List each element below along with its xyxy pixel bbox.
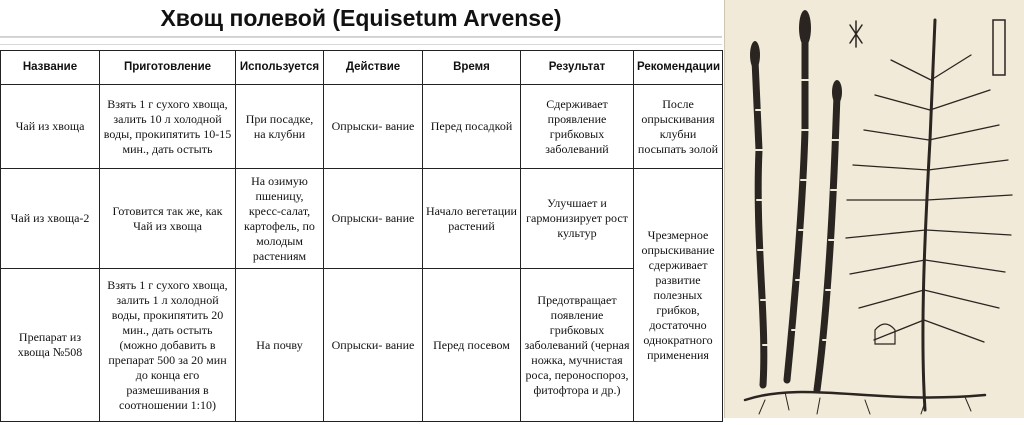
stem-section-detail — [993, 20, 1005, 75]
cell-recommendations-shared: Чрезмерное опрыскивание сдерживает развитие полезных грибков, достаточно однократного применения — [634, 169, 723, 422]
cone-detail — [875, 324, 895, 344]
spreadsheet-grid-strip — [0, 36, 722, 51]
header-action: Действие — [324, 51, 423, 85]
header-result: Результат — [521, 51, 634, 85]
table-row — [1, 85, 723, 169]
cell-time: Начало вегетации растений — [423, 169, 521, 269]
cell-preparation: Взять 1 г сухого хвоща, залить 1 л холодной воды, прокипятить 20 мин., дать остыть (можно добавить в препарат 500 за 20 мин до конца его размешивания в соотношении 1:10) — [100, 269, 236, 422]
cell-used: При посадке, на клубни — [236, 85, 324, 169]
fertile-stem-2 — [787, 30, 805, 380]
cell-recommendations: После опрыскивания клубни посыпать золой — [634, 85, 723, 169]
cell-used: На озимую пшеницу, кресс-салат, картофель, по молодым растениям — [236, 169, 324, 269]
page-title: Хвощ полевой (Equisetum Arvense) — [160, 5, 562, 31]
header-used: Используется — [236, 51, 324, 85]
cell-result: Улучшает и гармонизирует рост культур — [521, 169, 634, 269]
table-header-row — [1, 51, 723, 85]
header-time: Время — [423, 51, 521, 85]
cell-name: Чай из хвоща-2 — [1, 169, 100, 269]
cell-name: Чай из хвоща — [1, 85, 100, 169]
horsetail-drawing — [725, 0, 1024, 418]
cell-result: Сдерживает проявление грибковых заболеваний — [521, 85, 634, 169]
cell-time: Перед посевом — [423, 269, 521, 422]
header-name: Название — [1, 51, 100, 85]
fertile-stem-1 — [755, 60, 764, 385]
cell-preparation: Взять 1 г сухого хвоща, залить 10 л холодной воды, прокипятить 10-15 мин., дать остыть — [100, 85, 236, 169]
header-preparation: Приготовление — [100, 51, 236, 85]
cell-name: Препарат из хвоща №508 — [1, 269, 100, 422]
cell-action: Опрыски- вание — [324, 169, 423, 269]
rhizome — [745, 392, 985, 400]
cell-used: На почву — [236, 269, 324, 422]
cell-preparation: Готовится так же, как Чай из хвоща — [100, 169, 236, 269]
horsetail-illustration — [724, 0, 1024, 418]
cell-result: Предотвращает появление грибковых заболеваний (черная ножка, мучнистая роса, пероноспороз, фитофтора и др.) — [521, 269, 634, 422]
cell-action: Опрыски- вание — [324, 85, 423, 169]
header-recommendations: Рекомендации — [634, 51, 723, 85]
cell-time: Перед посадкой — [423, 85, 521, 169]
cell-action: Опрыски- вание — [324, 269, 423, 422]
table-row — [1, 269, 723, 422]
table-row — [1, 169, 723, 269]
horsetail-table — [0, 50, 723, 422]
spore-detail — [850, 21, 862, 47]
